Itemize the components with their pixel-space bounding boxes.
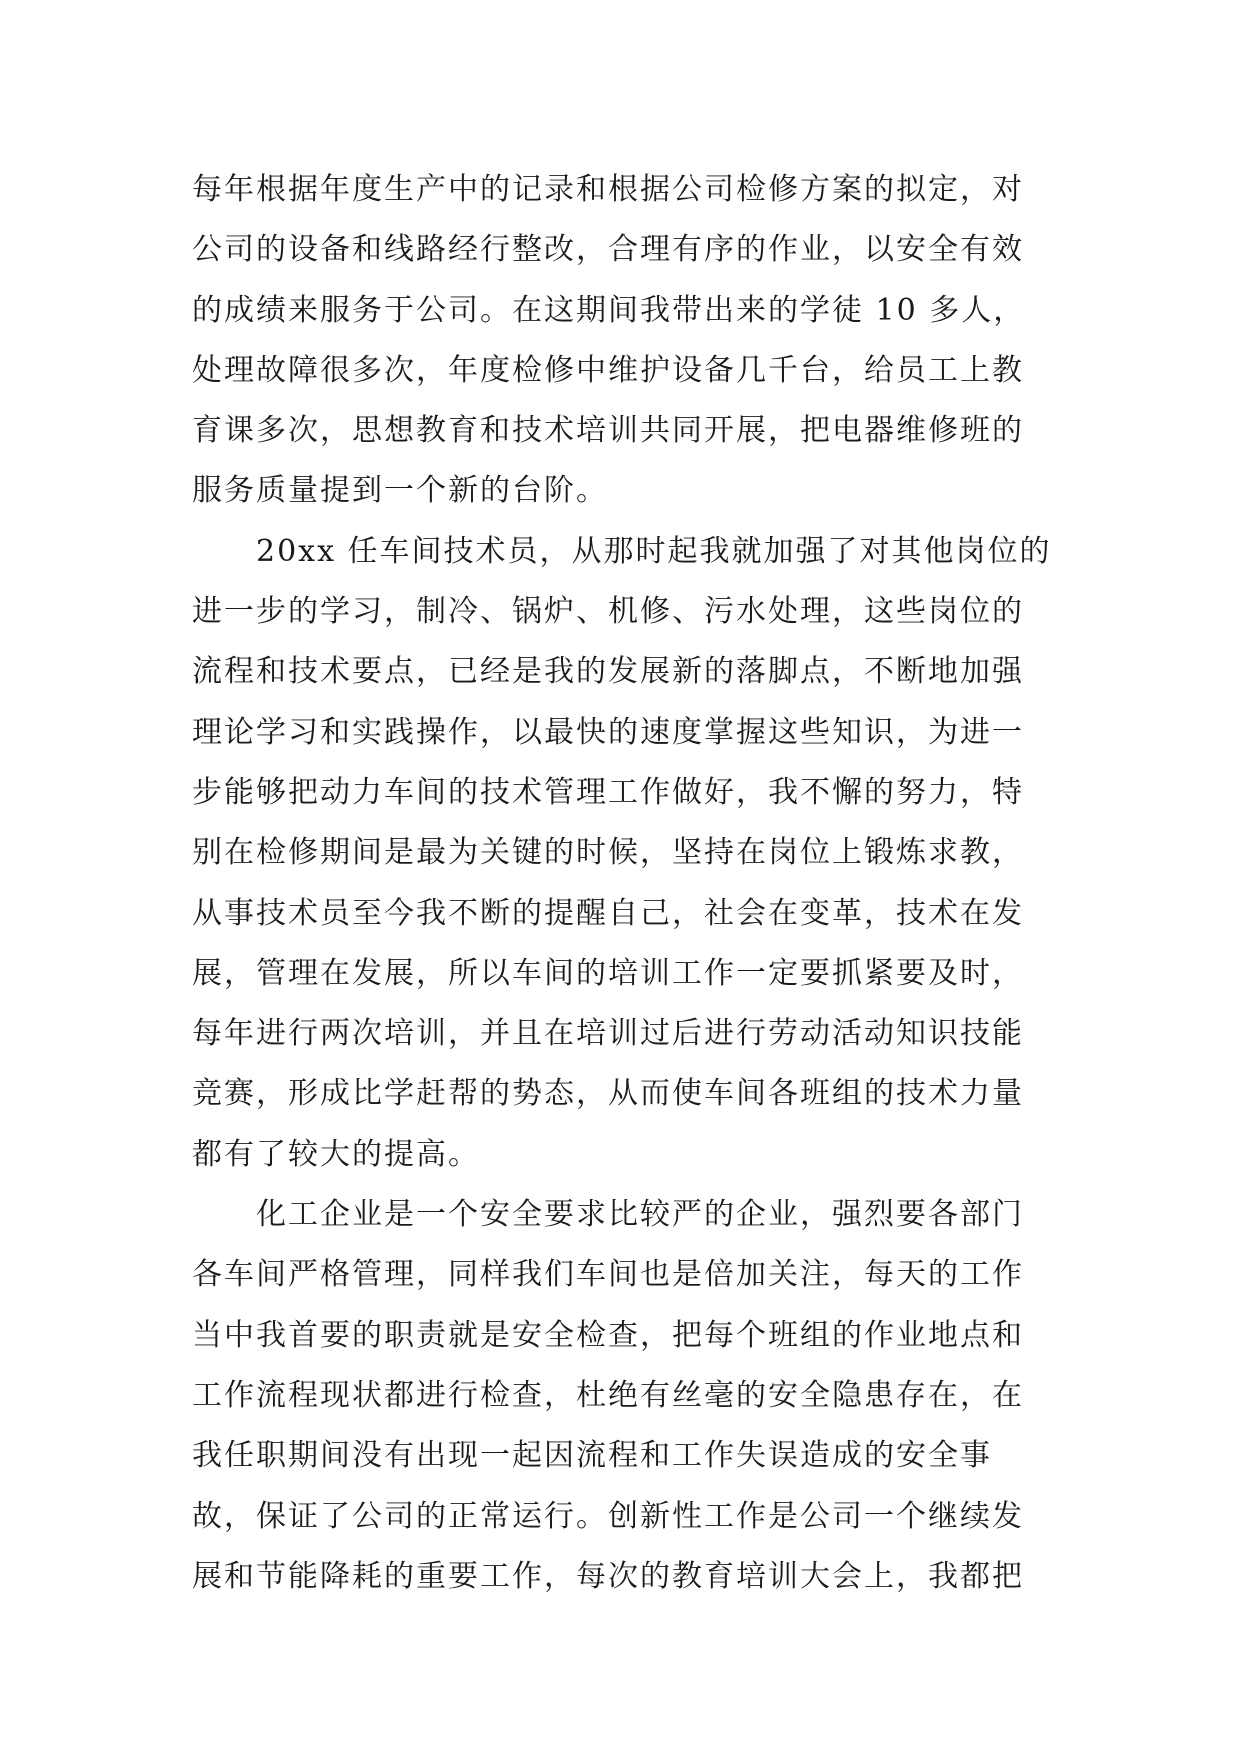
text-line: 当中我首要的职责就是安全检查，把每个班组的作业地点和 [192,1317,1024,1353]
text-line: 展，管理在发展，所以车间的培训工作一定要抓紧要及时， [192,955,1024,991]
text-line: 育课多次，思想教育和技术培训共同开展，把电器维修班的 [192,413,1024,449]
paragraph-start-line: 化工企业是一个安全要求比较严的企业，强烈要各部门 [256,1197,1024,1233]
body-text [192,160,1052,1607]
text-line: 工作流程现状都进行检查，杜绝有丝毫的安全隐患存在，在 [192,1377,1024,1413]
text-line: 每年根据年度生产中的记录和根据公司检修方案的拟定，对 [192,172,1024,207]
text-line: 故，保证了公司的正常运行。创新性工作是公司一个继续发 [192,1498,1024,1534]
text-line: 公司的设备和线路经行整改，合理有序的作业，以安全有效 [192,232,1024,268]
text-line: 理论学习和实践操作，以最快的速度掌握这些知识，为进一 [192,714,1024,750]
text-line: 进一步的学习，制冷、锅炉、机修、污水处理，这些岗位的 [192,594,1024,630]
paragraph-start-line: 20xx 任车间技术员，从那时起我就加强了对其他岗位的 [256,533,1052,569]
text-line: 的成绩来服务于公司。在这期间我带出来的学徒 10 多人， [192,292,1026,328]
text-line: 处理故障很多次，年度检修中维护设备几千台，给员工上教 [192,352,1024,388]
text-line: 每年进行两次培训，并且在培训过后进行劳动活动知识技能 [192,1016,1024,1052]
text-line: 我任职期间没有出现一起因流程和工作失误造成的安全事 [192,1438,992,1474]
text-line: 竞赛，形成比学赶帮的势态，从而使车间各班组的技术力量 [192,1076,1024,1112]
text-line: 服务质量提到一个新的台阶。 [192,473,608,509]
text-line: 流程和技术要点，已经是我的发展新的落脚点，不断地加强 [192,654,1024,690]
text-line: 都有了较大的提高。 [192,1136,480,1172]
text-line: 从事技术员至今我不断的提醒自己，社会在变革，技术在发 [192,895,1024,931]
text-line: 步能够把动力车间的技术管理工作做好，我不懈的努力，特 [192,774,1024,810]
text-line: 展和节能降耗的重要工作，每次的教育培训大会上，我都把 [192,1558,1024,1594]
text-line: 各车间严格管理，同样我们车间也是倍加关注，每天的工作 [192,1257,1024,1293]
text-line: 别在检修期间是最为关键的时候，坚持在岗位上锻炼求教， [192,835,1024,871]
